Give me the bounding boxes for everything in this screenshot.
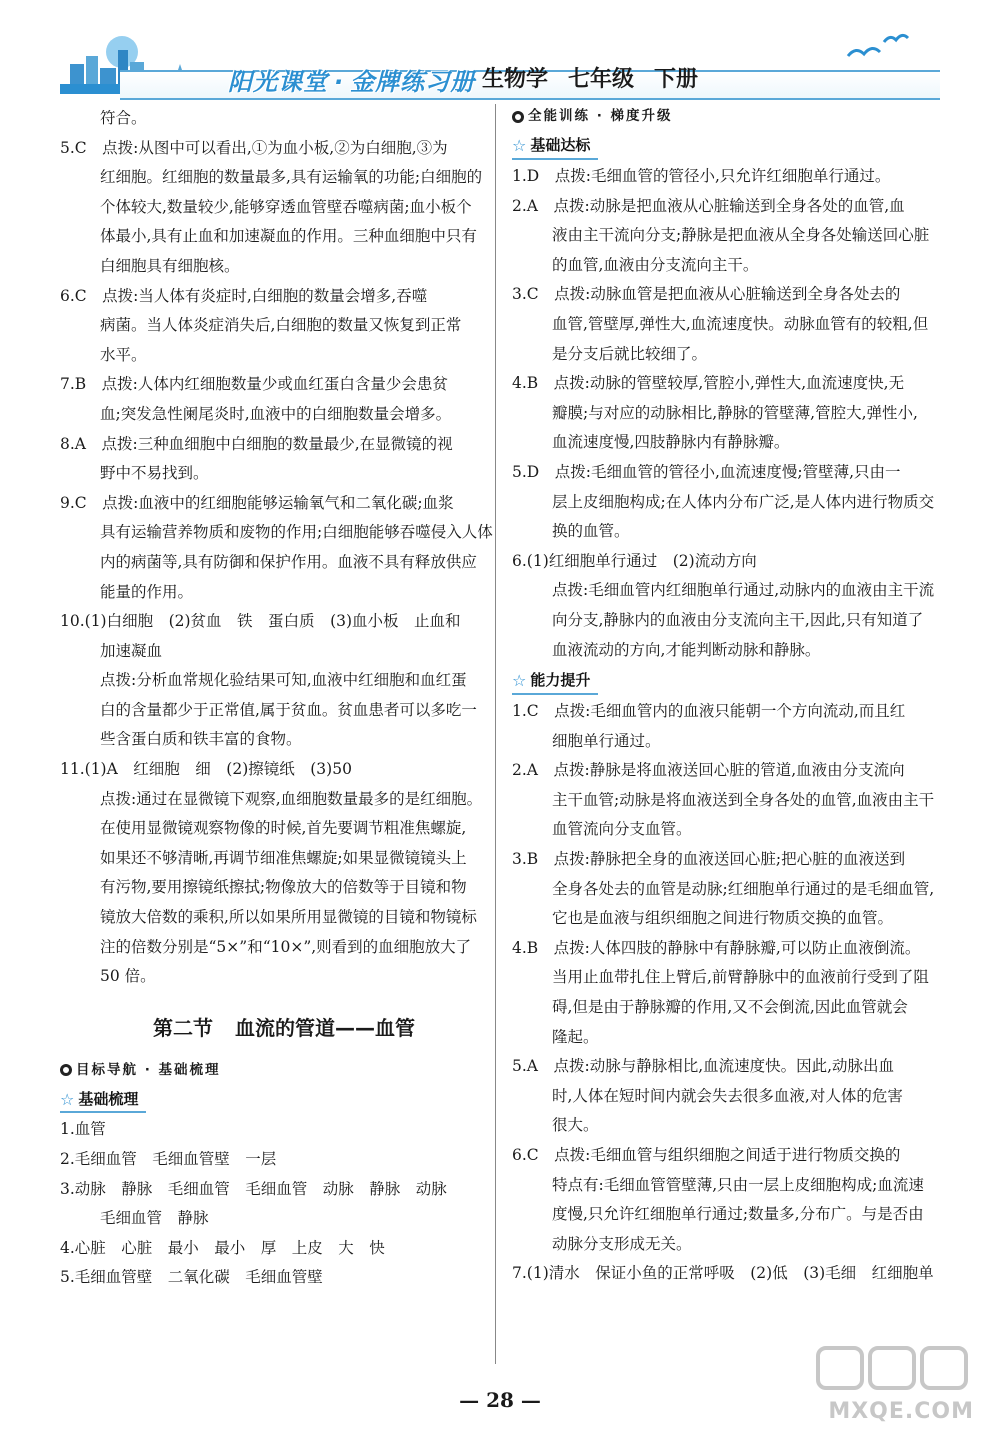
- text-line: 4.心脏 心脏 最小 最小 厚 上皮 大 快: [60, 1238, 385, 1257]
- column-divider: [495, 104, 496, 1364]
- text-line: 1.血管: [60, 1120, 106, 1139]
- text-line: 4.B 点拨:动脉的管壁较厚,管腔小,弹性大,血流速度快,无: [512, 374, 905, 393]
- part-heading-text: 全能训练 · 梯度升级: [528, 108, 673, 125]
- text-line: 3.动脉 静脉 毛细血管 毛细血管 动脉 静脉 动脉: [60, 1179, 447, 1198]
- text-line: 碍,但是由于静脉瓣的作用,又不会倒流,因此血管就会: [552, 998, 908, 1017]
- watermark-logo: [788, 1344, 978, 1424]
- text-line: 白细胞具有细胞核。: [100, 256, 240, 275]
- text-line: 血;突发急性阑尾炎时,血液中的白细胞数量会增多。: [100, 404, 452, 423]
- text-line: 细胞单行通过。: [552, 731, 661, 750]
- text-line: 特点有:毛细血管管壁薄,只由一层上皮细胞构成;血流速: [552, 1175, 924, 1194]
- text-line: 血流速度慢,四肢静脉内有静脉瓣。: [552, 433, 790, 452]
- text-line: 2.A 点拨:静脉是将血液送回心脏的管道,血液由分支流向: [512, 761, 905, 780]
- text-line: 红细胞。红细胞的数量最多,具有运输氧的功能;白细胞的: [100, 168, 483, 187]
- tag-text: 基础梳理: [78, 1089, 139, 1108]
- tag-basic-review: [60, 1087, 146, 1113]
- text-line: 5.毛细血管壁 二氧化碳 毛细血管壁: [60, 1268, 323, 1287]
- text-line: 7.(1)清水 保证小鱼的正常呼吸 (2)低 (3)毛细 红细胞单: [512, 1264, 934, 1283]
- text-line: 它也是血液与组织细胞之间进行物质交换的血管。: [552, 909, 894, 928]
- text-line: 隆起。: [552, 1027, 599, 1046]
- brand-title: 阳光课堂 · 金牌练习册: [228, 68, 476, 96]
- text-line: 能量的作用。: [100, 582, 194, 601]
- bullet-icon: [60, 1064, 72, 1076]
- text-line: 度慢,只允许红细胞单行通过;数量多,分布广。与是否由: [552, 1205, 924, 1224]
- star-icon: ☆: [512, 136, 527, 156]
- text-line: 8.A 点拨:三种血细胞中白细胞的数量最少,在显微镜的视: [60, 434, 453, 453]
- text-line: 当用止血带扎住上臂后,前臂静脉中的血液前行受到了阻: [552, 968, 929, 987]
- text-line: 时,人体在短时间内就会失去很多血液,对人体的危害: [552, 1086, 903, 1105]
- text-line: 层上皮细胞构成;在人体内分布广泛,是人体内进行物质交: [552, 492, 935, 511]
- text-line: 7.B 点拨:人体内红细胞数量少或血红蛋白含量少会患贫: [60, 375, 448, 394]
- text-line: 5.D 点拨:毛细血管的管径小,血流速度慢;管壁薄,只由一: [512, 462, 901, 481]
- brand-right: 金牌练习册: [350, 68, 476, 96]
- page-number: — 28 —: [459, 1388, 541, 1412]
- tag-basic-standard: [512, 134, 598, 160]
- text-line: 血管流向分支血管。: [552, 820, 692, 839]
- section-number: 第二节: [153, 1015, 213, 1040]
- grade-name: 七年级: [568, 67, 635, 92]
- tag-text: 能力提升: [530, 671, 591, 690]
- text-line: 3.C 点拨:动脉血管是把血液从心脏输送到全身各处去的: [512, 285, 901, 304]
- text-line: 镜放大倍数的乘积,所以如果所用显微镜的目镜和物镜标: [100, 908, 477, 927]
- text-line: 毛细血管 静脉: [100, 1209, 209, 1228]
- text-line: 6.C 点拨:当人体有炎症时,白细胞的数量会增多,吞噬: [60, 286, 428, 305]
- tag-ability-up: [512, 669, 598, 695]
- part-heading-text: 目标导航 · 基础梳理: [76, 1061, 221, 1078]
- text-line: 主干血管;动脉是将血液送到全身各处的血管,血液由主干: [552, 790, 935, 809]
- text-line: 4.B 点拨:人体四肢的静脉中有静脉瓣,可以防止血液倒流。: [512, 938, 921, 957]
- text-line: 全身各处去的血管是动脉;红细胞单行通过的是毛细血管,: [552, 879, 935, 898]
- text-line: 在使用显微镜观察物像的时候,首先要调节粗准焦螺旋,: [100, 819, 467, 838]
- page-header: [60, 28, 940, 96]
- text-line: 液由主干流向分支;静脉是把血液从全身各处输送回心脏: [552, 226, 930, 245]
- text-line: 病菌。当人体炎症消失后,白细胞的数量又恢复到正常: [100, 316, 462, 335]
- text-line: 9.C 点拨:血液中的红细胞能够运输氧气和二氧化碳;血浆: [60, 493, 454, 512]
- text-line: 水平。: [100, 345, 147, 364]
- text-line: 6.C 点拨:毛细血管与组织细胞之间适于进行物质交换的: [512, 1146, 901, 1164]
- text-line: 血管,管壁厚,弹性大,血流速度快。动脉血管有的较粗,但: [552, 314, 929, 333]
- text-line: 是分支后就比较细了。: [552, 344, 708, 363]
- brand-left: 阳光课堂: [228, 68, 328, 96]
- text-line: 有污物,要用擦镜纸擦拭;物像放大的倍数等于目镜和物: [100, 878, 467, 897]
- left-column: [60, 104, 493, 1293]
- part-heading-right: [512, 104, 940, 130]
- text-line: 点拨:通过在显微镜下观察,血细胞数量最多的是红细胞。: [100, 789, 483, 808]
- text-line: 10.(1)白细胞 (2)贫血 铁 蛋白质 (3)血小板 止血和: [60, 612, 461, 631]
- text-line: 点拨:分析血常规化验结果可知,血液中红细胞和血红蛋: [100, 671, 467, 690]
- right-ability-answers: [512, 697, 940, 1289]
- birds-icon: [840, 28, 920, 68]
- text-line: 换的血管。: [552, 522, 630, 541]
- bullet-icon: [512, 111, 524, 123]
- part-heading-left: [60, 1057, 480, 1083]
- left-answers: [60, 104, 493, 992]
- text-line: 符合。: [100, 109, 147, 127]
- text-line: 1.D 点拨:毛细血管的管径小,只允许红细胞单行通过。: [512, 167, 891, 185]
- text-line: 5.C 点拨:从图中可以看出,①为血小板,②为白细胞,③为: [60, 138, 448, 157]
- text-line: 2.毛细血管 毛细血管壁 一层: [60, 1150, 277, 1168]
- text-line: 野中不易找到。: [100, 464, 209, 483]
- text-line: 白的含量都少于正常值,属于贫血。贫血患者可以多吃一: [100, 700, 477, 719]
- text-line: 的血管,血液由分支流向主干。: [552, 255, 759, 274]
- star-icon: ☆: [60, 1089, 75, 1109]
- text-line: 50 倍。: [100, 967, 156, 986]
- text-line: 如果还不够清晰,再调节细准焦螺旋;如果显微镜镜头上: [100, 848, 467, 867]
- subject-name: 生物学: [482, 67, 549, 92]
- star-icon: ☆: [512, 671, 527, 691]
- watermark-text: MXQE.COM: [828, 1399, 974, 1424]
- subject-line: [482, 62, 718, 93]
- section-name: 血流的管道——血管: [235, 1015, 415, 1040]
- right-standard-answers: [512, 162, 940, 665]
- text-line: 5.A 点拨:动脉与静脉相比,血流速度快。因此,动脉出血: [512, 1057, 895, 1076]
- text-line: 动脉分支形成无关。: [552, 1234, 692, 1253]
- text-line: 注的倍数分别是“5×”和“10×”,则看到的血细胞放大了: [100, 937, 472, 956]
- tag-text: 基础达标: [530, 136, 591, 155]
- text-line: 11.(1)A 红细胞 细 (2)擦镜纸 (3)50: [60, 760, 352, 779]
- text-line: 具有运输营养物质和废物的作用;白细胞能够吞噬侵入人体: [100, 523, 493, 542]
- right-column: [512, 104, 940, 1289]
- text-line: 些含蛋白质和铁丰富的食物。: [100, 730, 302, 749]
- volume-name: 下册: [654, 67, 699, 92]
- text-line: 6.(1)红细胞单行通过 (2)流动方向: [512, 551, 757, 570]
- watermark-stamp-icon: [788, 1344, 978, 1404]
- text-line: 瓣膜;与对应的动脉相比,静脉的管壁薄,管腔大,弹性小,: [552, 403, 918, 422]
- text-line: 加速凝血: [100, 641, 163, 660]
- text-line: 1.C 点拨:毛细血管内的血液只能朝一个方向流动,而且红: [512, 702, 906, 721]
- text-line: 个体较大,数量较少,能够穿透血管壁吞噬病菌;血小板个: [100, 197, 472, 216]
- text-line: 体最小,具有止血和加速凝血的作用。三种血细胞中只有: [100, 227, 477, 246]
- text-line: 血液流动的方向,才能判断动脉和静脉。: [552, 640, 821, 659]
- text-line: 3.B 点拨:静脉把全身的血液送回心脏;把心脏的血液送到: [512, 850, 906, 869]
- section-title: [60, 1014, 480, 1044]
- text-line: 向分支,静脉内的血液由分支流向主干,因此,只有知道了: [552, 610, 924, 629]
- left-review-answers: [60, 1115, 480, 1293]
- text-line: 2.A 点拨:动脉是把血液从心脏输送到全身各处的血管,血: [512, 196, 905, 215]
- text-line: 很大。: [552, 1116, 599, 1135]
- text-line: 点拨:毛细血管内红细胞单行通过,动脉内的血液由主干流: [552, 581, 935, 600]
- text-line: 内的病菌等,具有防御和保护作用。血液不具有释放供应: [100, 552, 477, 571]
